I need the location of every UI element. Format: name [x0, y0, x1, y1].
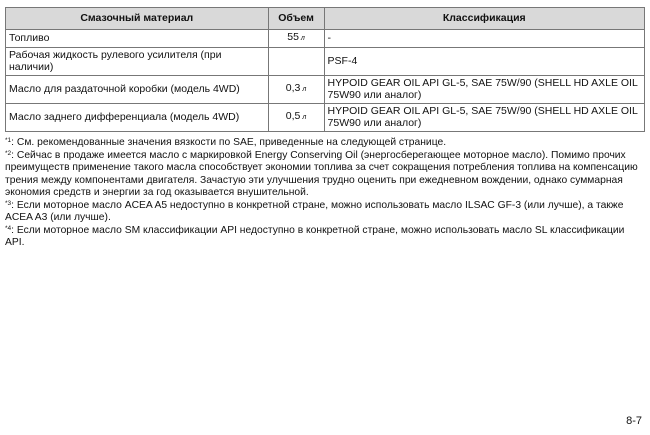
footnote-text: : См. рекомендованные значения вязкости по SAE, приведенные на следующей странице.	[11, 137, 447, 148]
footnote-text: : Сейчас в продаже имеется масло с маркировкой Energy Conserving Oil (энергосберегающее моторное масло). Помимо прочих преимуществ применение такого масла способствует экономии топлива за счет сокращения потребления топлива на компенсацию трения между компонентами двигателя. Зачастую эти улучшения трудно оценить при ежедневном вождении, однако суммарная экономия средств и энергии за год оказывается внушительной.	[5, 149, 638, 198]
lubricants-table	[5, 7, 645, 132]
table-row	[6, 75, 645, 103]
footnote-mark: *2	[5, 149, 12, 157]
footnote-mark: *3	[5, 199, 12, 207]
footnote	[5, 225, 645, 250]
footnotes	[5, 137, 645, 250]
volume-value: 55	[287, 31, 299, 43]
table-row	[6, 103, 645, 131]
row-volume	[268, 30, 324, 48]
row-name: Масло для раздаточной коробки (модель 4WD)	[6, 75, 269, 103]
row-volume	[268, 75, 324, 103]
footnote	[5, 200, 645, 225]
header-volume: Объем	[268, 8, 324, 30]
header-lubricant: Смазочный материал	[6, 8, 269, 30]
row-classification: HYPOID GEAR OIL API GL-5, SAE 75W/90 (SHELL HD AXLE OIL 75W90 или аналог)	[324, 75, 644, 103]
table-row	[6, 47, 645, 75]
page-number: 8-7	[626, 415, 642, 427]
footnote	[5, 137, 645, 150]
volume-unit: л	[302, 113, 307, 121]
volume-unit: л	[302, 85, 307, 93]
row-classification: HYPOID GEAR OIL API GL-5, SAE 75W/90 (SHELL HD AXLE OIL 75W90 или аналог)	[324, 103, 644, 131]
table-row	[6, 30, 645, 48]
footnote	[5, 150, 645, 200]
footnote-text: : Если моторное масло SM классификации API недоступно в конкретной стране, можно использовать масло SL классификации API.	[5, 224, 625, 248]
row-name: Рабочая жидкость рулевого усилителя (при наличии)	[6, 47, 269, 75]
row-name: Топливо	[6, 30, 269, 48]
footnote-mark: *4	[5, 224, 12, 232]
volume-value: 0,5	[285, 109, 301, 122]
volume-value: 0,3	[285, 81, 301, 94]
footnote-text: : Если моторное масло ACEA A5 недоступно в конкретной стране, можно использовать масло ILSAC GF-3 (или лучше), а также ACEA A3 (или лучше).	[5, 199, 624, 223]
row-name: Масло заднего дифференциала (модель 4WD)	[6, 103, 269, 131]
table-header-row	[6, 8, 645, 30]
footnote-mark: *1	[5, 137, 12, 144]
row-classification: PSF-4	[324, 47, 644, 75]
row-volume	[268, 103, 324, 131]
row-classification: -	[324, 30, 644, 48]
volume-unit: л	[300, 35, 305, 42]
header-classification: Классификация	[324, 8, 644, 30]
row-volume	[268, 47, 324, 75]
